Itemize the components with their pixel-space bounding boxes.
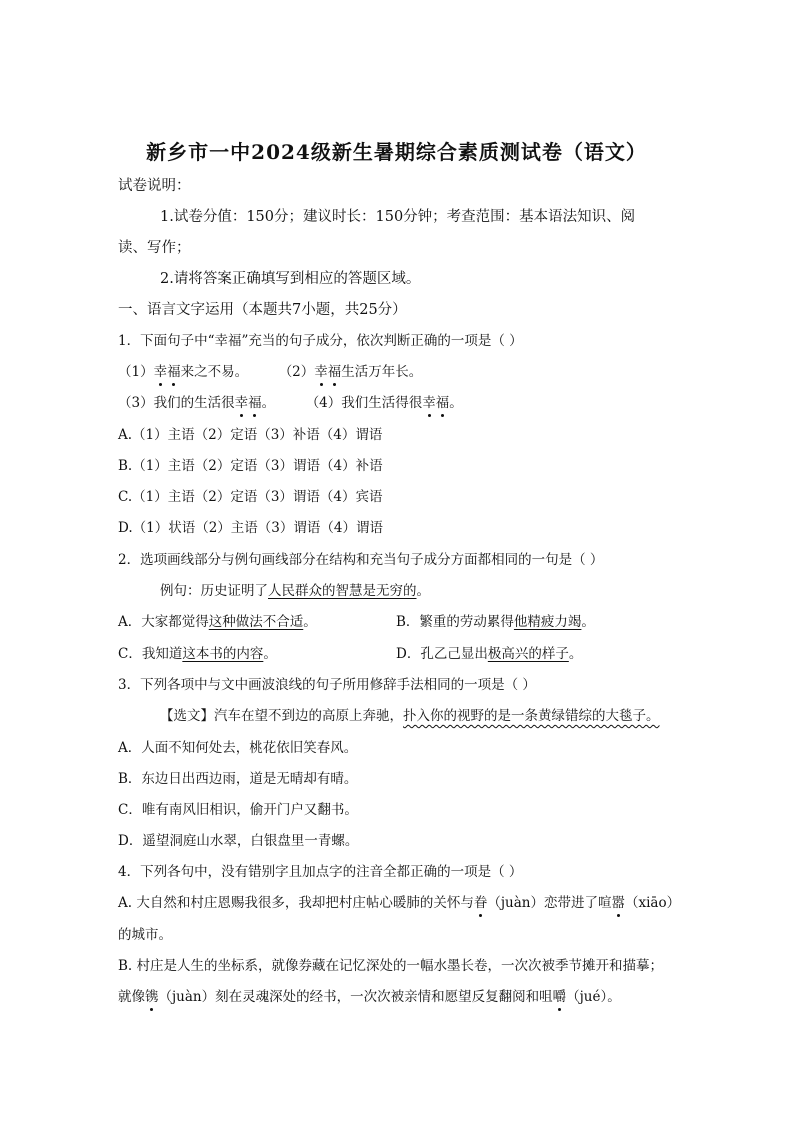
q1-option-c: C.（1）主语（2）定语（3）谓语（4）宾语 [118,489,383,505]
q2-option-d: D．孔乙己显出极高兴的样子。 [396,646,583,662]
q4-option-b-cont: 就像镌（juàn）刻在灵魂深处的经书，一次次被亲情和愿望反复翻阅和咀嚼（jué）。 [118,989,621,1005]
wavy-underlined-sentence: 扑入你的视野的是一条黄绿错综的大毯子。 [403,708,660,724]
page-title: 新乡市一中2024级新生暑期综合素质测试卷（语文） [146,140,647,164]
emphasis-dot-char: 嚣 [611,895,625,911]
emphasis-dot-char: 福 [248,395,262,411]
underlined-phrase: 这本书的内容 [182,646,264,662]
q4-option-a: A. 大自然和村庄恩赐我很多，我却把村庄帖心暖肺的关怀与眷（juàn）恋带进了喧嚣（xiāo） [118,895,681,911]
emphasis-dot-char: 嚼 [552,989,567,1005]
emphasis-dot-char: 幸 [153,364,168,380]
q3-option-c: C．唯有南风旧相识，偷开门户又翻书。 [118,802,358,818]
q2-example: 例句：历史证明了人民群众的智慧是无穷的。 [160,583,430,599]
q2-option-c: C．我知道这本书的内容。 [118,646,277,662]
q1-s4: （4）我们生活得很幸福。 [305,395,463,411]
section-heading: 一、语言文字运用（本题共7小题，共25分） [118,302,407,318]
underlined-phrase: 他精疲力竭 [513,614,582,630]
q2-option-b: B．繁重的劳动累得他精疲力竭。 [396,614,595,630]
emphasis-dot-char: 福 [327,364,342,380]
emphasis-dot-char: 幸 [234,395,249,411]
q3-excerpt: 【选文】汽车在望不到边的高原上奔驰，扑入你的视野的是一条黄绿错综的大毯子。 [160,708,660,724]
q1-s1: （1）幸福来之不易。 [118,364,249,380]
underlined-phrase: 极高兴的样子 [487,646,569,662]
question-1-stem: 1．下面句子中“幸福”充当的句子成分，依次判断正确的一项是（ ） [118,333,523,349]
instructions-heading: 试卷说明： [118,178,191,194]
underlined-phrase: 人民群众的智慧是无穷的 [268,583,417,599]
q4-option-a-cont: 的城市。 [118,927,172,943]
underlined-phrase: 这种做法不合适 [208,614,304,630]
emphasis-dot-char: 幸 [422,395,436,411]
emphasis-dot-char: 福 [167,364,181,380]
q1-sentences-row-2 [118,393,463,413]
q1-s2: （2）幸福生活万年长。 [278,364,423,380]
emphasis-dot-char: 眷 [473,895,488,911]
instruction-item-1-cont: 读、写作； [118,240,191,256]
q1-option-a: A.（1）主语（2）定语（3）补语（4）谓语 [118,427,383,443]
question-4-stem: 4．下列各句中，没有错别字且加点字的注音全都正确的一项是（ ） [118,864,523,880]
q4-option-b: B. 村庄是人生的坐标系，就像券藏在记忆深处的一幅水墨长卷，一次次被季节摊开和描摹； [118,958,664,974]
q1-option-d: D.（1）状语（2）主语（3）谓语（4）谓语 [118,520,383,536]
question-2-stem: 2．选项画线部分与例句画线部分在结构和充当句子成分方面都相同的一句是（ ） [118,552,604,568]
q3-option-a: A．人面不知何处去，桃花依旧笑春风。 [118,740,358,756]
q3-option-b: B．东边日出西边雨，道是无晴却有晴。 [118,771,358,787]
q1-option-b: B.（1）主语（2）定语（3）谓语（4）补语 [118,458,383,474]
emphasis-dot-char: 福 [435,395,450,411]
instruction-item-2: 2.请将答案正确填写到相应的答题区域。 [160,271,421,287]
emphasis-dot-char: 镌 [145,989,159,1005]
q3-option-d: D．遥望洞庭山水翠，白银盘里一青螺。 [118,833,359,849]
q1-sentences-row-1 [118,362,422,382]
instruction-item-1: 1.试卷分值：150分；建议时长：150分钟；考查范围：基本语法知识、阅 [160,209,636,225]
q2-option-a: A．大家都觉得这种做法不合适。 [118,614,317,630]
question-3-stem: 3．下列各项中与文中画波浪线的句子所用修辞手法相同的一项是（ ） [118,677,536,693]
q1-s3: （3）我们的生活很幸福。 [118,395,276,411]
emphasis-dot-char: 幸 [314,364,328,380]
